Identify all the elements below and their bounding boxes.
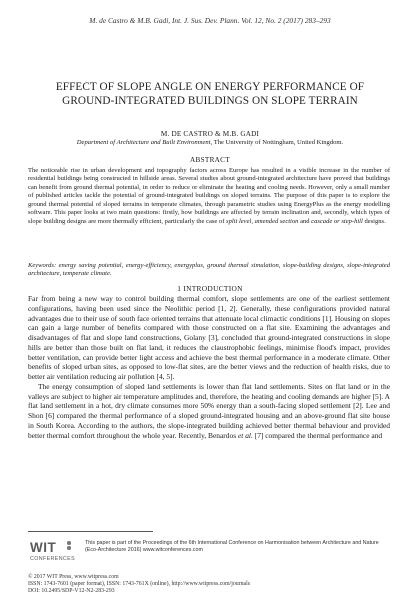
abstract-term-split-level: split level (226, 217, 252, 225)
abstract-body (28, 167, 390, 226)
paper-title: EFFECT OF SLOPE ANGLE ON ENERGY PERFORMANCE OF GROUND-INTEGRATED BUILDINGS ON SLOPE TERRAIN (55, 81, 365, 107)
wit-logo-subtext: CONFERENCES (30, 556, 76, 562)
section-heading-introduction: 1 INTRODUCTION (177, 284, 243, 293)
abstract-term-amended-section: amended section (254, 217, 299, 225)
affiliation (0, 139, 420, 146)
footnote-divider (28, 531, 153, 532)
doi-line: DOI: 10.2495/SDP-V12-N2-283-293 (28, 587, 115, 594)
abstract-separator: , (251, 217, 255, 225)
conference-note: This paper is part of the Proceedings of the 6th International Conference on Harmonisation between Architecture and Nature (Eco-Architecture 2016) www.witconferences.com (85, 540, 379, 554)
intro-paragraph-2-end: [7] compared the thermal performance and (252, 430, 383, 440)
keywords: Keywords: energy saving potential, energy-efficiency, energyplus, ground thermal simulation, slope-building designs, slope-integrated architecture, temperate climate. (28, 262, 390, 278)
affiliation-institution: The University of Nottingham, United Kingdom. (212, 139, 344, 146)
wit-logo-text: WIT (30, 540, 57, 555)
authors: M. DE CASTRO & M.B. GADI (160, 130, 260, 138)
affiliation-department: Department of Architecture and Built Environment, (76, 139, 213, 146)
intro-paragraph-2 (28, 382, 390, 441)
abstract-text: The noticeable rise in urban development and topography factors across Europe has resulted in a visible increase in the number of residential buildings being constructed in hillside areas. Several studies about ground-integrated architecture have proved that buildings can benefit from ground thermal potential, in order to reduce or eliminate the heating and cooling needs. However, only a small number of published articles tackle the potential of ground-integrated buildings on sloped terrains. The purpose of this paper is to explore the ground thermal potential of sloped terrains in temperate climates, through parametric studies using EnergyPlus as the energy modelling software. This paper looks at two main questions: firstly, how buildings are affected by terrain inclination and, secondly, which types of slope building designs are more thermally efficient, particularly the case of (28, 167, 390, 225)
abstract-separator: and (298, 217, 312, 225)
intro-et-al: et al. (237, 430, 253, 440)
issn-line: ISSN: 1743-7601 (paper format), ISSN: 1743-761X (online), http://www.witpress.com/journals (28, 580, 250, 587)
running-head: M. de Castro & M.B. Gadi, Int. J. Sus. Dev. Plann. Vol. 12, No. 2 (2017) 283–293 (89, 16, 331, 25)
abstract-heading: ABSTRACT (190, 156, 230, 164)
publisher-info (28, 574, 390, 595)
introduction-body (28, 294, 390, 440)
abstract-text-end: designs. (362, 217, 386, 225)
intro-paragraph-2-text: The energy consumption of sloped land settlements is lower than flat land settlements. Sites on flat land or in the valleys are subject to higher air temperature amplitudes and, therefore, the heating and cooling demands are higher [5]. A flat land settlement in a hot, dry climate consumes more 50% energy than a south-facing sloped settlement [2]. Lee and Shon [6] compared the thermal performance of a sloped ground-integrated housing and an above-ground flat site house in South Korea. According to the authors, the slope-integrated building achieved better thermal behaviour and provided better thermal comfort throughout the whole year. Recently, Benardos (28, 381, 390, 440)
copyright-line: © 2017 WIT Press, www.witpress.com (28, 574, 119, 580)
intro-paragraph-1: Far from being a new way to control building thermal comfort, slope settlements are one of the earliest settlement configurations, having been used since the Neolithic period [1, 2]. Generally, these configurations provided natural advantages due to their use of south face oriented terrains that attenuate local climactic conditions [1]. Housing on slopes can gain a large number of benefits compared with those constructed on a flat site. Examining the advantages and disadvantages of flat and slope land constructions, Golany [3], concluded that ground-integrated constructions in slope hills are better than those built on flat land, it reduces the claustrophobic feelings, minimise flood's impact, provides better ventilation, can provide better light access and achieve the best thermal performance in a moderate climate. Other benefits of sloped urban sites, as opposed to low-flat sites, are the better views and the reduction of health risks, due to better air ventilation reducing air pollution [4, 5]. (28, 294, 390, 381)
wit-conferences-logo (30, 540, 80, 564)
abstract-term-cascade: cascade or step-hill (311, 217, 363, 225)
wit-logo-dots (67, 541, 71, 551)
